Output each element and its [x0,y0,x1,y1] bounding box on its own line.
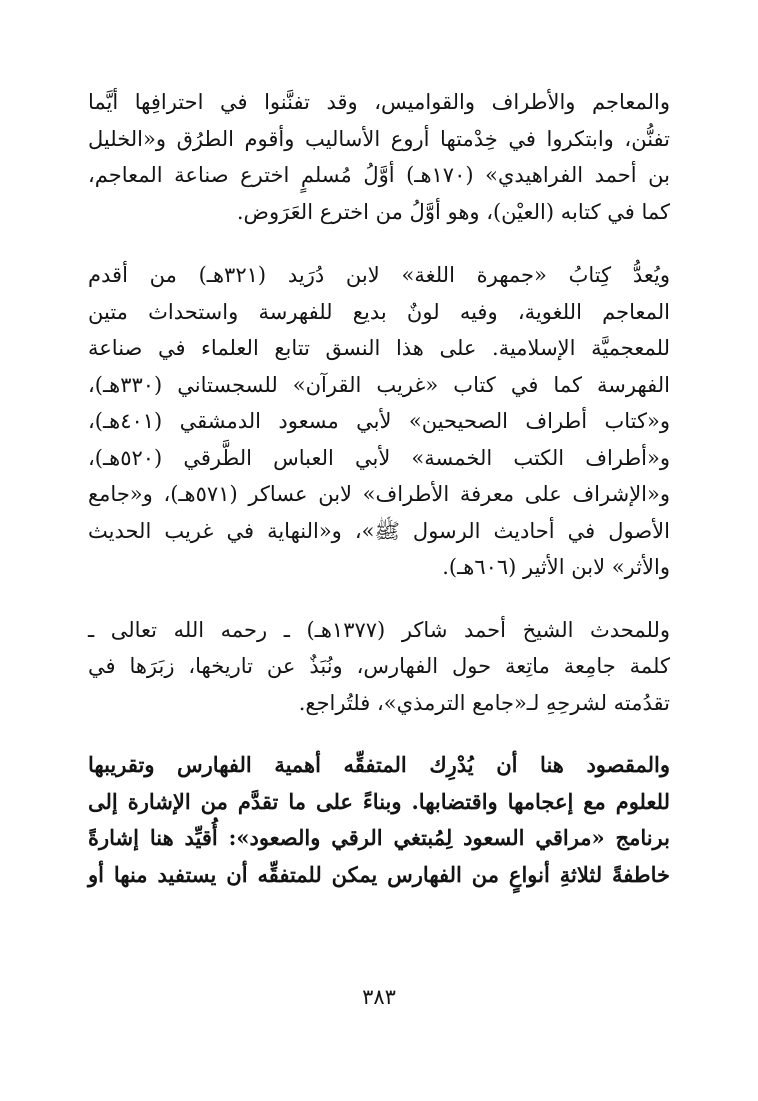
text-line: كلمة جامِعة ماتِعة حول الفهارس، ونُبَذٌ عن تاريخها، زبَرَها في [88,654,670,678]
text-line: و«كتاب أطراف الصحيحين» لأبي مسعود الدمشقي (٤٠١هـ)، [88,409,670,433]
paragraph-spacer [88,586,670,612]
body-text [88,84,670,893]
paragraph-1 [88,84,670,230]
paragraph-3 [88,612,670,722]
text-line: المعاجم اللغوية، وفيه لونٌ بديع للفهرسة واستحداث متين [88,299,670,324]
text-line: والأثر» لابن الأثير (٦٠٦هـ). [442,555,670,579]
text-line: و«الإشراف على معرفة الأطراف» لابن عساكر (٥٧١هـ)، و«جامع [88,482,670,506]
text-line: وللمحدث الشيخ أحمد شاكر (١٣٧٧هـ) ـ رحمه الله تعالى ـ [88,617,670,642]
text-line: الأصول في أحاديث الرسول ﷺ»، و«النهاية في غريب الحديث [88,518,670,543]
text-line: برنامج «مراقي السعود لِمُبتغي الرقي والصعود»: أُقيِّد هنا إشارةً [88,825,670,850]
text-line: و«أطراف الكتب الخمسة» لأبي العباس الطَّرقي (٥٢٠هـ)، [88,445,670,470]
page-number: ٣٨٣ [362,985,396,1009]
text-line: للمعجميَّة الإسلامية. على هذا النسق تتابع العلماء في صناعة [88,336,670,360]
text-line: كما في كتابه (العيْن)، وهو أوَّلُ من اخترع العَرَوض. [236,199,670,224]
text-line: الفهرسة كما في كتاب «غريب القرآن» للسجستاني (٣٣٠هـ)، [88,372,670,397]
text-line: للعلوم مع إعجامها واقتضابها. وبناءً على ما تقدَّم من الإشارة إلى [88,788,670,814]
text-line: خاطفةً لثلاثةِ أنواعٍ من الفهارس يمكن للمتفقِّه أن يستفيد منها أو [88,861,670,887]
text-line: تقدُمته لشرحِهِ لـ«جامع الترمذي»، فلتُراجع. [298,690,670,715]
text-line: والمعاجم والأطراف والقواميس، وقد تفنَّنوا في احترافِها أيَّما [88,90,670,114]
text-line: والمقصود هنا أن يُدْرِك المتفقِّه أهمية الفهارس وتقريبها [88,752,670,777]
paragraph-spacer [88,230,670,257]
text-line: ويُعدُّ كِتابُ «جمهرة اللغة» لابن دُرَيد (٣٢١هـ) من أقدم [88,263,671,287]
paragraph-spacer [88,721,670,747]
text-line: تفنُّن، وابتكروا في خِدْمتها أروع الأساليب وأقوم الطرُق و«الخليل [88,126,670,151]
text-line: بن أحمد الفراهيدي» (١٧٠هـ) أوَّلُ مُسلمٍ اخترع صناعة المعاجم، [88,163,670,187]
paragraph-4 [88,747,670,893]
paragraph-2 [88,257,670,586]
